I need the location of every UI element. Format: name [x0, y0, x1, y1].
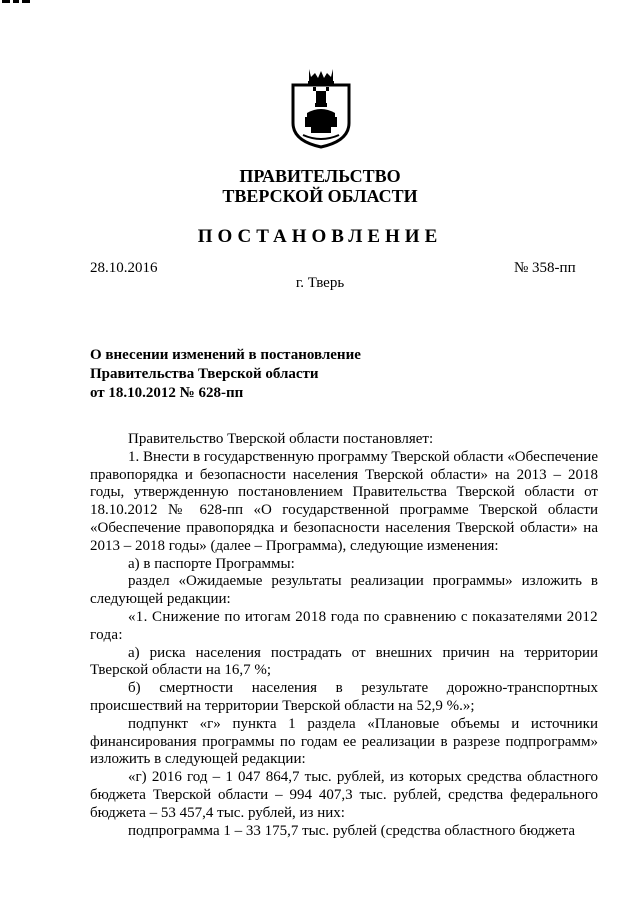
subject-line1: О внесении изменений в постановление — [90, 347, 361, 363]
government-name-line1: ПРАВИТЕЛЬСТВО — [239, 166, 401, 186]
document-city: г. Тверь — [295, 275, 345, 291]
body-paragraph-2: 1. Внести в государственную программу Тверской области «Обеспечение правопорядка и безопасности населения Тверской области» на 2013 – 2018 годы, утвержденную постановлением Правительства Тверской области от 18.10.2012 № 628-пп «О государственной программе Тверской области «Обеспечение правопорядка и безопасности населения Тверской области» на 2013 – 2018 годы» (далее – Программа), следующие изменения: — [90, 448, 598, 554]
body-paragraph-3: а) в паспорте Программы: — [128, 555, 295, 572]
body-paragraph-5: «1. Снижение по итогам 2018 года по сравнению с показателями 2012 года: — [90, 608, 598, 643]
document-type-title: ПОСТАНОВЛЕНИЕ — [197, 226, 443, 247]
coat-of-arms-icon — [289, 65, 353, 149]
document-number: № 358-пп — [514, 260, 576, 276]
body-paragraph-7: б) смертности населения в результате дорожно-транспортных происшествий на территории Тверской области на 52,9 %.»; — [90, 680, 598, 714]
body-paragraph-8: подпункт «г» пункта 1 раздела «Плановые объемы и источники финансирования программы по годам ее реализации в разрезе подпрограмм» изложить в следующей редакции: — [90, 715, 598, 768]
document-subject — [90, 346, 390, 403]
body-paragraph-10: подпрограмма 1 – 33 175,7 тыс. рублей (средства областного бюджета — [128, 822, 576, 839]
government-name-line2: ТВЕРСКОЙ ОБЛАСТИ — [222, 186, 418, 206]
scan-corner-mark-icon — [2, 0, 42, 5]
document-body — [90, 431, 598, 840]
body-paragraph-4: раздел «Ожидаемые результаты реализации программы» изложить в следующей редакции: — [90, 573, 598, 608]
subject-line2: Правительства Тверской области — [90, 366, 319, 382]
body-paragraph-6: а) риска населения пострадать от внешних причин на территории Тверской области на 16,7 %; — [90, 644, 598, 679]
body-paragraph-9: «г) 2016 год – 1 047 864,7 тыс. рублей, из которых средства областного бюджета Тверской области – 994 407,3 тыс. рублей, средства федерального бюджета – 53 457,4 тыс. рублей, из них: — [90, 769, 598, 821]
subject-line3: от 18.10.2012 № 628-пп — [90, 385, 244, 401]
government-name — [0, 166, 640, 206]
document-date: 28.10.2016 — [90, 260, 158, 276]
body-paragraph-1: Правительство Тверской области постановляет: — [128, 431, 434, 447]
